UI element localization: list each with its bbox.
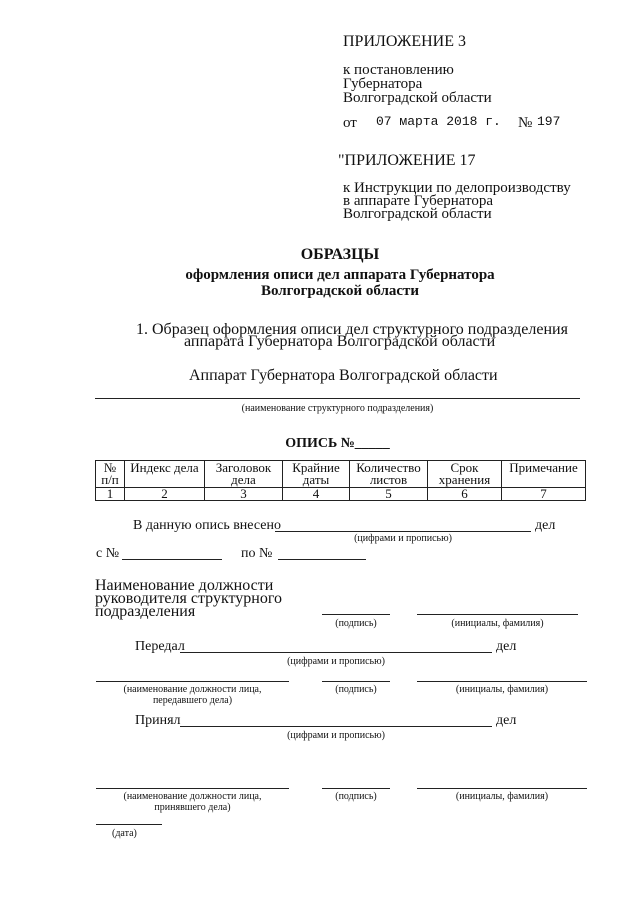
handed-initials-caption: (инициалы, фамилия) <box>455 684 549 695</box>
header-cell-sheets: Количество листов <box>350 461 428 488</box>
head-title-1: Наименование должности <box>95 577 274 594</box>
document-title: ОБРАЗЦЫ <box>300 246 380 263</box>
from-number-line <box>122 559 222 560</box>
handed-signature-line <box>322 681 390 682</box>
handed-digits-caption: (цифрами и прописью) <box>287 656 385 667</box>
to-number-line <box>278 559 366 560</box>
accepted-signature-line <box>322 788 390 789</box>
number-cell: 4 <box>283 488 350 501</box>
resolution-number: 197 <box>537 114 561 129</box>
table-header-row <box>96 461 586 488</box>
accepted-position-caption-2: принявшего дела) <box>154 802 231 813</box>
accepted-position-caption-1: (наименование должности лица, <box>123 791 262 802</box>
head-title-3: подразделения <box>95 603 196 620</box>
document-subtitle-1: оформления описи дел аппарата Губернатора <box>185 267 495 283</box>
head-title-2: руководителя структурного <box>95 590 283 607</box>
resolution-line-1: к постановлению <box>343 62 454 78</box>
resolution-line-2: Губернатора <box>343 76 423 92</box>
accepted-initials-caption: (инициалы, фамилия) <box>455 791 549 802</box>
handed-label: Передал <box>135 639 185 654</box>
table-number-row <box>96 488 586 501</box>
number-cell: 1 <box>96 488 125 501</box>
instruction-line-2: в аппарате Губернатора <box>343 193 494 209</box>
inventory-title: ОПИСЬ №_____ <box>285 436 390 451</box>
instruction-line-3: Волгоградской области <box>343 206 492 222</box>
handed-position-line <box>96 681 289 682</box>
handed-cases: дел <box>496 639 517 654</box>
accepted-digits-caption: (цифрами и прописью) <box>287 730 385 741</box>
handed-line <box>180 652 492 653</box>
head-initials-caption: (инициалы, фамилия) <box>451 618 544 629</box>
inventory-table <box>95 460 586 501</box>
appendix17-label: "ПРИЛОЖЕНИЕ 17 <box>338 152 476 169</box>
date-caption: (дата) <box>112 828 137 839</box>
handed-position-caption-2: передавшего дела) <box>152 695 233 706</box>
head-signature-line <box>322 614 390 615</box>
resolution-line-3: Волгоградской области <box>343 90 492 106</box>
head-signature-caption: (подпись) <box>335 618 377 629</box>
from-number-label: с № <box>96 546 120 561</box>
number-cell: 5 <box>350 488 428 501</box>
header-cell-dates: Крайние даты <box>283 461 350 488</box>
instruction-line-1: к Инструкции по делопроизводству <box>343 180 571 196</box>
org-name: Аппарат Губернатора Волгоградской области <box>189 367 498 384</box>
entered-label: В данную опись внесено <box>133 518 281 533</box>
number-cell: 3 <box>205 488 283 501</box>
date-line <box>96 824 162 825</box>
entered-caption: (цифрами и прописью) <box>354 533 452 544</box>
accepted-initials-line <box>417 788 587 789</box>
number-label: № <box>518 115 533 131</box>
document-subtitle-2: Волгоградской области <box>260 283 420 299</box>
number-cell: 2 <box>125 488 205 501</box>
entered-cases: дел <box>535 518 556 533</box>
section-heading-1: 1. Образец оформления описи дел структурного подразделения <box>136 321 568 338</box>
handed-initials-line <box>417 681 587 682</box>
number-cell: 7 <box>502 488 586 501</box>
accepted-signature-caption: (подпись) <box>335 791 377 802</box>
appendix-label: ПРИЛОЖЕНИЕ 3 <box>343 33 467 50</box>
accepted-label: Принял <box>135 713 181 728</box>
handed-signature-caption: (подпись) <box>335 684 377 695</box>
accepted-position-line <box>96 788 289 789</box>
accepted-cases: дел <box>496 713 517 728</box>
accepted-line <box>180 726 492 727</box>
to-number-label: по № <box>241 546 273 561</box>
header-cell-number: № п/п <box>96 461 125 488</box>
handed-position-caption-1: (наименование должности лица, <box>123 684 262 695</box>
number-cell: 6 <box>428 488 502 501</box>
head-initials-line <box>417 614 578 615</box>
resolution-date: 07 марта 2018 г. <box>376 114 501 129</box>
header-cell-note: Примечание <box>502 461 586 488</box>
from-label: от <box>343 115 357 131</box>
header-cell-title: Заголовок дела <box>205 461 283 488</box>
org-caption: (наименование структурного подразделения) <box>241 403 434 414</box>
section-heading-2: аппарата Губернатора Волгоградской области <box>184 333 496 350</box>
header-cell-index: Индекс дела <box>125 461 205 488</box>
org-name-line <box>95 398 580 399</box>
entered-line <box>275 531 531 532</box>
header-cell-storage: Срок хранения <box>428 461 502 488</box>
